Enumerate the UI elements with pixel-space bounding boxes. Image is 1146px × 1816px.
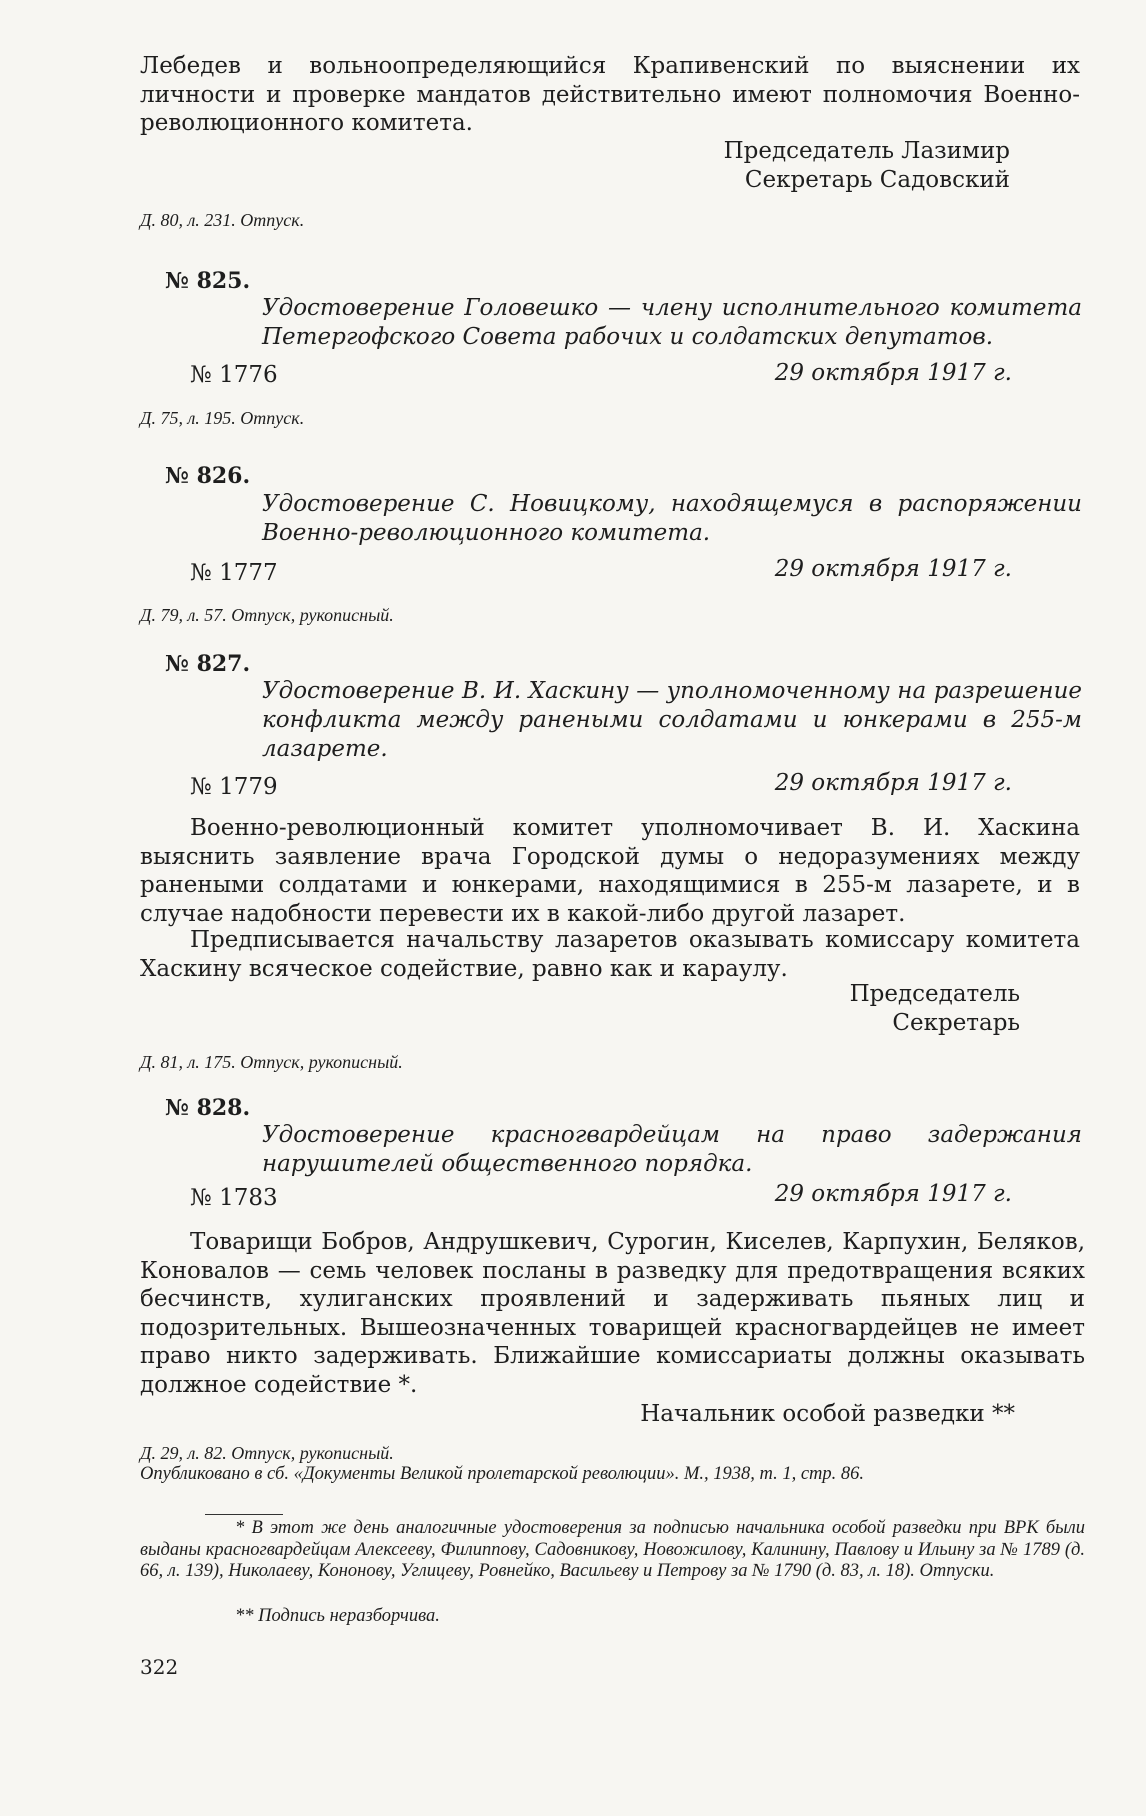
footnote: * В этот же день аналогичные удостоверения за подписью начальника особой разведки при ВРК были выданы красногвардейцам Алексееву, Филиппову, Садовникову, Новожилову, Калинину, Павлову и Ильину за № 1789 (д. 66, л. 139), Николаеву, Кононову, Углицеву, Ровнейко, Васильеву и Петрову за № 1790 (д. 83, л. 18). Отпуски. [140,1518,1085,1581]
footnote-rule [205,1514,283,1515]
page-number: 322 [140,1655,179,1679]
document-title: Удостоверение С. Новицкому, находящемуся в распоряжении Военно-революционного комитета. [262,491,1082,546]
bleed-through-mark [220,150,228,180]
document-title: Удостоверение В. И. Хаскину — уполномоченному на разрешение конфликта между ранеными солдатами и юнкерами в 255-м лазарете. [262,678,1082,762]
outgoing-number: № 1777 [190,560,278,586]
document-title: Удостоверение красногвардейцам на право задержания нарушителей общественного порядка. [262,1122,1082,1177]
outgoing-number: № 1779 [190,774,278,800]
source-reference: Д. 29, л. 82. Отпуск, рукописный. [140,1443,394,1463]
intro-paragraph: Лебедев и вольноопределяющийся Крапивенский по выяснении их личности и проверке мандатов действительно имеют полномочия Военно-революционного комитета. [140,53,1080,136]
signature-secretary: Секретарь [892,1010,1020,1036]
document-date: 29 октября 1917 г. [774,770,1012,796]
outgoing-number: № 1783 [190,1185,278,1211]
body-paragraph: Товарищи Бобров, Андрушкевич, Сурогин, Киселев, Карпухин, Беляков, Коновалов — семь человек посланы в разведку для предотвращения всяких бесчинств, хулиганских проявлений и задерживать пьяных лиц и подозрительных. Вышеозначенных товарищей красногвардейцев не имеет право никто задерживать. Ближайшие комиссариаты должны оказывать должное содействие *. [140,1229,1085,1398]
signature-chairman: Председатель Лазимир [723,138,1010,164]
document-title: Удостоверение Головешко — члену исполнительного комитета Петергофского Совета рабочих и солдатских депутатов. [262,295,1082,350]
document-number: № 825. [165,268,251,294]
source-reference: Д. 75, л. 195. Отпуск. [140,408,305,428]
signature: Начальник особой разведки ** [640,1401,1015,1427]
outgoing-number: № 1776 [190,362,278,388]
document-number: № 828. [165,1095,251,1121]
body-paragraph: Военно-революционный комитет уполномочивает В. И. Хаскина выяснить заявление врача Городской думы о недоразумениях между ранеными солдатами и юнкерами, находящимися в 255-м лазарете, и в случае надобности перевести их в какой-либо другой лазарет. [140,815,1080,927]
source-reference: Д. 80, л. 231. Отпуск. [140,210,305,230]
publication-reference: Опубликовано в сб. «Документы Великой пролетарской революции». М., 1938, т. 1, стр. 86. [140,1464,865,1484]
source-reference: Д. 81, л. 175. Отпуск, рукописный. [140,1052,403,1072]
signature-chairman: Председатель [849,981,1020,1007]
document-number: № 826. [165,463,251,489]
document-date: 29 октября 1917 г. [774,1181,1012,1207]
source-reference: Д. 79, л. 57. Отпуск, рукописный. [140,605,394,625]
document-date: 29 октября 1917 г. [774,556,1012,582]
footnote: ** Подпись неразборчива. [235,1606,440,1626]
document-number: № 827. [165,651,251,677]
signature-secretary: Секретарь Садовский [744,167,1010,193]
document-date: 29 октября 1917 г. [774,360,1012,386]
body-paragraph: Предписывается начальству лазаретов оказывать комиссару комитета Хаскину всяческое содействие, равно как и караулу. [140,927,1080,982]
